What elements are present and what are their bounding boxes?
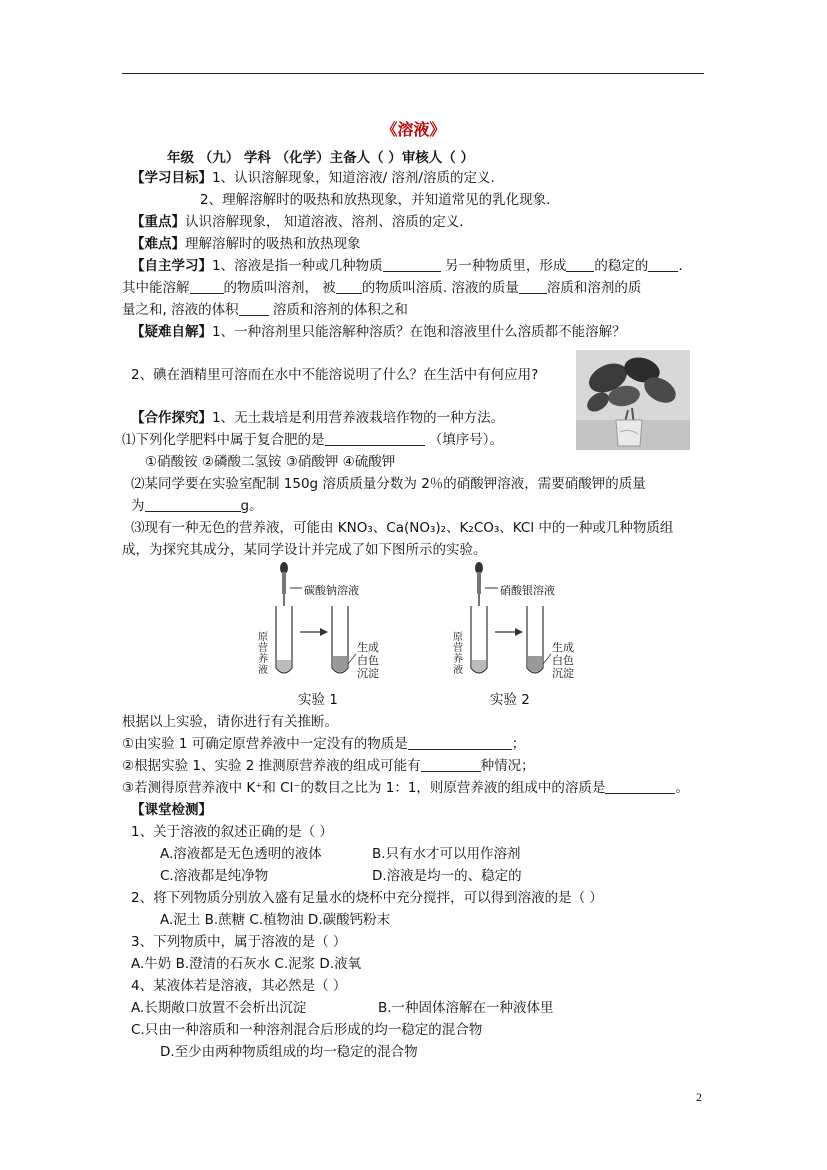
- question-text: （填序号）。: [428, 432, 504, 448]
- inference-2: [122, 754, 535, 774]
- top-rule: [122, 73, 704, 74]
- inference-3: [122, 776, 689, 796]
- header-line: 年级 （九） 学科 （化学）主备人（ ）审核人（ ）: [167, 150, 474, 166]
- check-question-3: 3、下列物质中，属于溶液的是（ ）: [131, 934, 347, 950]
- check-2-options: A.泥土 B.蔗糖 C.植物油 D.碳酸钙粉末: [160, 912, 391, 928]
- result-text: 生成: [552, 641, 574, 654]
- answer-blank[interactable]: [519, 279, 547, 294]
- result-text: 白色: [552, 654, 574, 667]
- goals-label: 【学习目标】: [131, 170, 212, 186]
- class-check-label: 【课堂检测】: [131, 802, 212, 818]
- self-study-line-2: [122, 276, 641, 296]
- question-text: g。: [240, 498, 263, 514]
- answer-blank[interactable]: [605, 779, 675, 794]
- nutrient-solution-question-1: ⑶现有一种无色的营养液，可能由 KNO₃、Ca(NO₃)₂、K₂CO₃、KCl 中的一种或几种物质组: [131, 520, 674, 536]
- page-number: 2: [696, 1090, 702, 1104]
- check-4-option-c: C.只由一种溶质和一种溶剂混合后形成的均一稳定的混合物: [131, 1022, 483, 1038]
- answer-blank[interactable]: [408, 735, 512, 750]
- check-1-option-b: B.只有水才可以用作溶剂: [372, 846, 521, 862]
- exp1-original-liquid-label: [258, 632, 270, 676]
- self-study-text: .: [678, 258, 683, 274]
- answer-blank[interactable]: [566, 257, 594, 272]
- fertilizer-options: ①硝酸铵 ②磷酸二氢铵 ③硝酸钾 ④硫酸钾: [145, 454, 396, 470]
- answer-blank[interactable]: [648, 257, 678, 272]
- cooperative-text: 1、无土栽培是利用营养液栽培作物的一种方法。: [212, 410, 505, 426]
- label-char: 原: [258, 632, 268, 643]
- experiment-2-diagram: [471, 562, 551, 673]
- self-study-text: 1、溶液是指一种或几种物质: [212, 258, 383, 274]
- goal-2: 2、理解溶解时的吸热和放热现象，并知道常见的乳化现象.: [200, 192, 551, 208]
- self-study-text: 溶质和溶剂的质: [546, 280, 642, 296]
- exp2-reagent-label: 硝酸银溶液: [500, 584, 555, 597]
- check-1-option-a: A.溶液都是无色透明的液体: [160, 846, 322, 862]
- difficulty-line: [131, 232, 361, 252]
- self-study-line-1: [131, 254, 683, 274]
- exp1-reagent-label: 碳酸钠溶液: [304, 584, 359, 597]
- label-char: 养: [453, 654, 463, 665]
- goals-line: [131, 166, 495, 186]
- exp2-result-label: [552, 641, 582, 680]
- label-char: 营: [258, 643, 268, 654]
- question-text: 种情况；: [480, 758, 535, 774]
- potassium-nitrate-mass: [131, 494, 263, 514]
- check-question-4: 4、某液体若是溶液，其必然是（ ）: [131, 978, 347, 994]
- check-4-option-a: A.长期敞口放置不会析出沉淀: [131, 1000, 307, 1016]
- doubt-text: 1、一种溶剂里只能溶解种溶质？在饱和溶液里什么溶质都不能溶解？: [212, 324, 626, 340]
- key-text: 认识溶解现象， 知道溶液、溶剂、溶质的定义.: [185, 214, 464, 230]
- result-text: 沉淀: [357, 667, 379, 680]
- self-study-text: 的物质叫溶质. 溶液的质量: [361, 280, 519, 296]
- check-1-option-d: D.溶液是均一的、稳定的: [372, 868, 522, 884]
- answer-blank[interactable]: [336, 279, 362, 294]
- question-iodine: 2、碘在酒精里可溶而在水中不能溶说明了什么？在生活中有何应用?: [131, 367, 539, 383]
- self-study-text: 其中能溶解: [122, 280, 190, 296]
- plant-in-vase-photo: [576, 350, 690, 450]
- potassium-nitrate-question: ⑵某同学要在实验室配制 150g 溶质质量分数为 2％的硝酸钾溶液，需要硝酸钾的质量: [131, 476, 646, 492]
- label-char: 原: [453, 632, 463, 643]
- check-4-option-d: D.至少由两种物质组成的均一稳定的混合物: [160, 1044, 418, 1060]
- result-text: 白色: [357, 654, 379, 667]
- check-4-option-b: B.一种固体溶解在一种液体里: [378, 1000, 554, 1016]
- question-text: 。: [675, 780, 689, 796]
- question-text: ⑴下列化学肥料中属于复合肥的是: [122, 432, 325, 448]
- question-text: ②根据实验 1、实验 2 推测原营养液的组成可能有: [122, 758, 421, 774]
- cooperative-label: 【合作探究】: [131, 410, 212, 426]
- question-text: ③若测得原营养液中 K⁺和 Cl⁻的数目之比为 1：1，则原营养液的组成中的溶质是: [122, 780, 606, 796]
- self-study-line-3: [122, 298, 408, 318]
- experiment-1-caption: 实验 1: [298, 692, 338, 708]
- difficulty-label: 【难点】: [131, 236, 185, 252]
- difficulty-text: 理解溶解时的吸热和放热现象: [185, 236, 361, 252]
- key-label: 【重点】: [131, 214, 185, 230]
- exp2-original-liquid-label: [453, 632, 465, 676]
- inference-intro: 根据以上实验，请你进行有关推断。: [122, 714, 338, 730]
- label-char: 营: [453, 643, 463, 654]
- doubt-label: 【疑难自解】: [131, 324, 212, 340]
- answer-blank[interactable]: [190, 279, 224, 294]
- label-char: 液: [258, 665, 268, 676]
- check-question-2: 2、将下列物质分别放入盛有足量水的烧杯中充分搅拌，可以得到溶液的是（ ）: [131, 890, 603, 906]
- label-char: 液: [453, 665, 463, 676]
- self-study-text: 另一种物质里，形成: [444, 258, 567, 274]
- question-text: ；: [511, 736, 526, 752]
- self-study-text: 的物质叫溶剂， 被: [223, 280, 336, 296]
- result-text: 沉淀: [552, 667, 574, 680]
- question-text: 为: [131, 498, 145, 514]
- self-study-text: 溶质和溶剂的体积之和: [272, 302, 408, 318]
- check-3-options: A.牛奶 B.澄清的石灰水 C.泥浆 D.液氧: [131, 956, 362, 972]
- page-title: 《溶液》: [381, 120, 446, 139]
- self-study-label: 【自主学习】: [131, 258, 212, 274]
- answer-blank[interactable]: [325, 431, 425, 446]
- key-line: [131, 210, 464, 230]
- check-question-1: 1、关于溶液的叙述正确的是（ ）: [131, 824, 333, 840]
- label-char: 养: [258, 654, 268, 665]
- answer-blank[interactable]: [145, 497, 241, 512]
- experiment-diagrams: [260, 560, 600, 688]
- goal-1: 1、认识溶解现象，知道溶液/ 溶剂/溶质的定义.: [212, 170, 495, 186]
- result-text: 生成: [357, 641, 379, 654]
- answer-blank[interactable]: [421, 757, 481, 772]
- answer-blank[interactable]: [383, 257, 441, 272]
- doubt-line: [131, 320, 626, 340]
- experiment-1-diagram: [276, 562, 356, 673]
- check-1-option-c: C.溶液都是纯净物: [160, 868, 269, 884]
- exp1-result-label: [357, 641, 387, 680]
- cooperative-line: [131, 406, 504, 426]
- experiment-2-caption: 实验 2: [490, 692, 530, 708]
- self-study-text: 量之和, 溶液的体积: [122, 302, 239, 318]
- answer-blank[interactable]: [239, 301, 269, 316]
- self-study-text: 的稳定的: [594, 258, 649, 274]
- question-text: ①由实验 1 可确定原营养液中一定没有的物质是: [122, 736, 408, 752]
- compound-fertilizer-question: [122, 428, 503, 448]
- inference-1: [122, 732, 525, 752]
- nutrient-solution-question-2: 成，为探究其成分，某同学设计并完成了如下图所示的实验。: [122, 542, 487, 558]
